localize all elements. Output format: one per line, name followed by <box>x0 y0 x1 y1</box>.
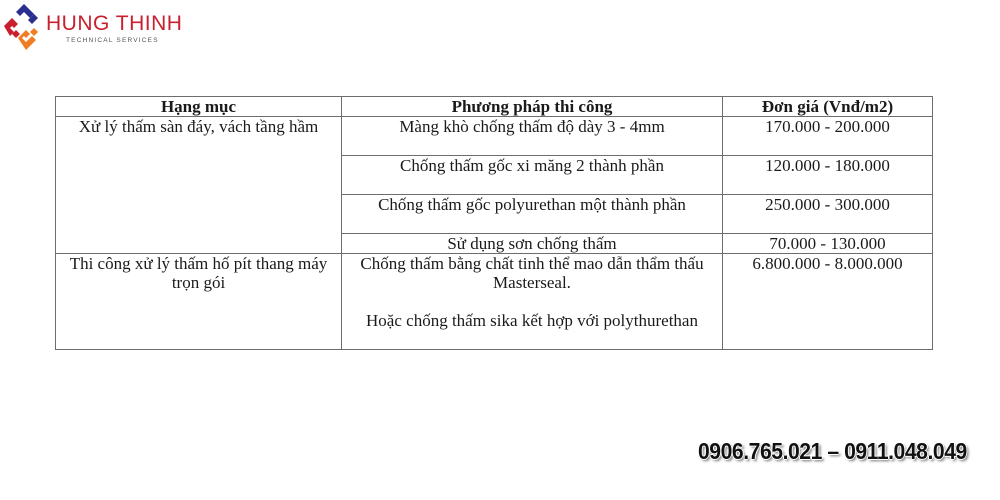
price-cell: 170.000 - 200.000 <box>723 117 933 156</box>
table-row <box>56 117 933 156</box>
logo-subtitle: TECHNICAL SERVICES <box>66 37 159 44</box>
method-cell: Chống thấm gốc polyurethan một thành phần <box>342 195 723 234</box>
header-price: Đơn giá (Vnđ/m2) <box>723 97 933 117</box>
logo-mark-icon <box>2 2 46 52</box>
header-category: Hạng mục <box>56 97 342 117</box>
method-cell: Chống thấm gốc xi măng 2 thành phần <box>342 156 723 195</box>
price-cell: 6.800.000 - 8.000.000 <box>723 254 933 350</box>
spacer <box>348 292 716 311</box>
method-cell <box>342 254 723 350</box>
company-logo <box>0 0 200 55</box>
table-row <box>56 254 933 350</box>
category-cell: Thi công xử lý thấm hố pít thang máy trọn gói <box>56 254 342 350</box>
method-cell: Màng khò chống thấm độ dày 3 - 4mm <box>342 117 723 156</box>
price-table <box>55 96 933 350</box>
category-cell: Xử lý thấm sàn đáy, vách tầng hầm <box>56 117 342 254</box>
method-line-1: Chống thấm bằng chất tinh thể mao dẫn thẩm thấu Masterseal. <box>360 254 704 292</box>
header-method: Phương pháp thi công <box>342 97 723 117</box>
price-cell: 250.000 - 300.000 <box>723 195 933 234</box>
method-line-2: Hoặc chống thấm sika kết hợp với polythurethan <box>366 311 698 330</box>
table-header-row <box>56 97 933 117</box>
contact-phones: 0906.765.021 – 0911.048.049 <box>698 438 967 464</box>
logo-name: HUNG THINH <box>46 12 183 35</box>
price-cell: 70.000 - 130.000 <box>723 234 933 254</box>
price-cell: 120.000 - 180.000 <box>723 156 933 195</box>
method-cell: Sử dụng sơn chống thấm <box>342 234 723 254</box>
